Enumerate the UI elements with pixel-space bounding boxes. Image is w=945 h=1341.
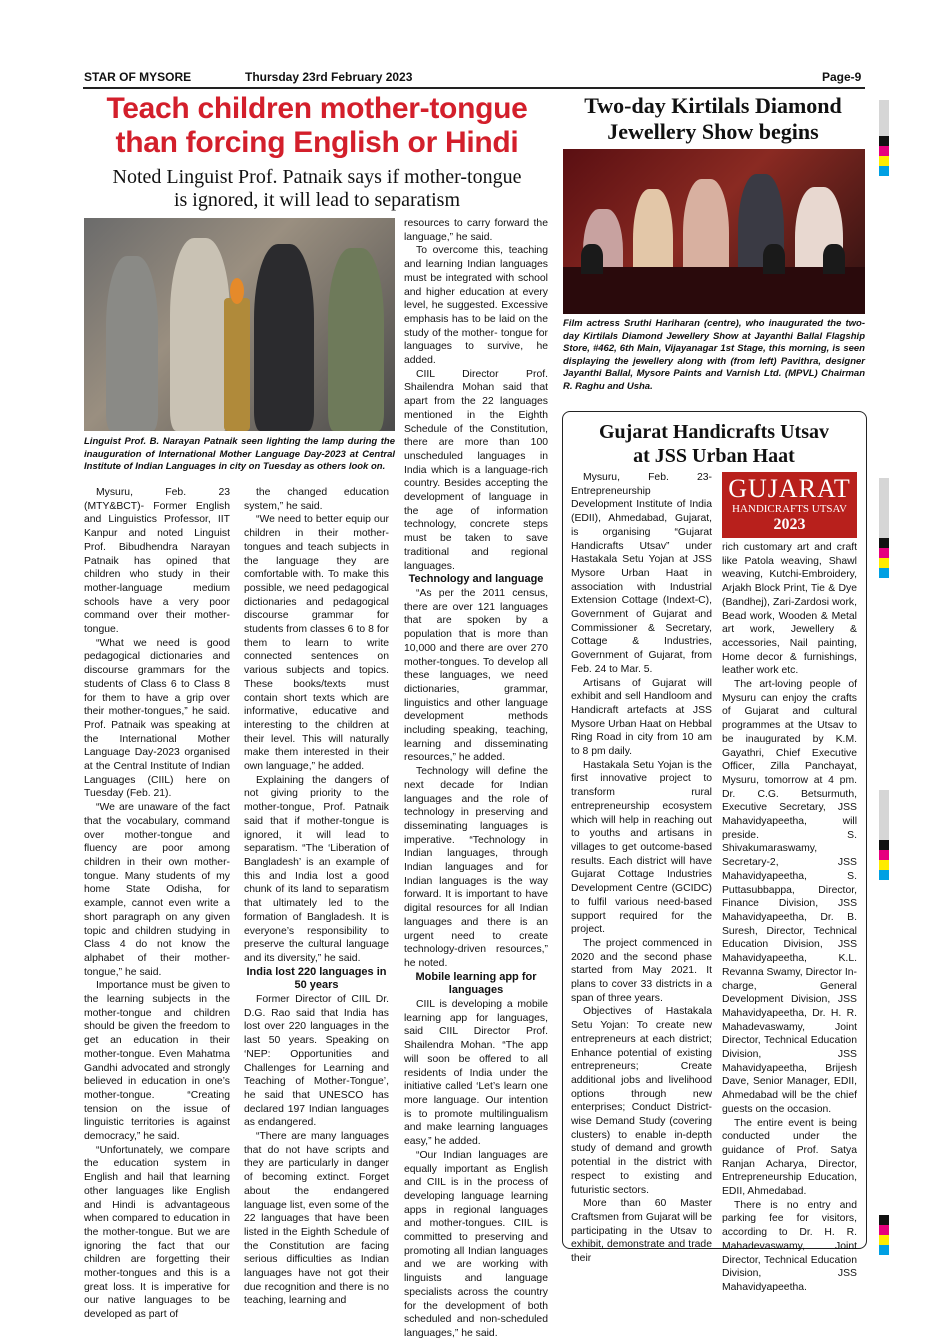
paragraph: CIIL is developing a mobile learning app for languages, said CIIL Director Prof. Shailendra Mohan. “The app will soon be offered to all residents of India under the initiative called ‘Let’s learn one more language. Our intention is to promote multilingualism and make learning languages easy,” he added. <box>404 999 548 1148</box>
paragraph: CIIL Director Prof. Shailendra Mohan said that apart from the 22 languages mentioned in the Eighth Schedule of the Constitution, there are more than 100 unscheduled languages in India which is a language-rich country. Besides accepting the development of language in the age of information technology, concrete steps must be taken to save traditional and regional languages. <box>404 368 548 572</box>
paragraph: Importance must be given to the learning subjects in the mother-tongue and children should be given the freedom to get an education in their mother-tongue. Even Mahatma Gandhi advocated and strongly believed in education in one’s mother-tongue. “Creating tension on the issue of linguistic territories is against democracy,” he said. <box>84 980 230 1143</box>
article3-column-1 <box>571 471 712 1266</box>
paragraph: The art-loving people of Mysuru can enjoy the crafts of Gujarat and cultural programmes at the Utsav to be inaugurated by K.M. Gayathri, Chief Executive Officer, Zilla Panchayat, Mysuru, tomorrow at 4 pm. Dr. C.G. Betsurmuth, Executive Secretary, JSS Mahavidyapeetha, will preside. S. Shivakumaraswamy, Secretary-2, JSS Mahavidyapeetha, S. Puttasubbappa, Director, Finance Division, JSS Mahavidyapeetha, Dr. B. Suresh, Director, Technical Education Division, JSS Mahavidyapeetha, K.L. Revanna Swamy, Director In-charge, General Development Division, JSS Mahavidyapeetha, Dr. H. R. Mahadevaswamy, Joint Director, Technical Education Division, JSS Mahavidyapeetha, Brijesh Dave, Senior Manager, EDII, Ahmedabad will be the chief guests on the occasion. <box>722 679 857 1115</box>
paragraph: “As per the 2011 census, there are over 121 languages that are spoken by a population that is more than 10,000 and there are over 270 mother-tongues. To develop all these languages, we need dictionaries, grammar, linguistics and other language development methods including speaking, teaching, learning and disseminating resources,” he added. <box>404 587 548 764</box>
color-registration-bar <box>879 790 889 880</box>
paragraph: The entire event is being conducted under the guidance of Prof. Satya Ranjan Acharya, Director, Entrepreneurship Education, EDII, Ahmedabad. <box>722 1117 857 1198</box>
paragraph: “Unfortunately, we compare the education system in English and hail that learning other languages like English and Hindi is advantageous when compared to education in the mother-tongue. But we are ignoring the fact that our children are forgetting their mother-tongues and this is a great loss. It is imperative for our native languages to be developed as part of <box>84 1144 230 1321</box>
gujarat-utsav-logo <box>722 472 857 538</box>
paragraph: “We are unaware of the fact that the vocabulary, command over mother-tongue and fluency are poor among children in their own mother-tongue. Many students of my home State Odisha, for example, cannot even write a short paragraph on any given topic and children studying in Class 4 do not know the alphabet of their mother-tongue,” he said. <box>84 802 230 978</box>
article1-column-3 <box>404 217 548 1341</box>
issue-date: Thursday 23rd February 2023 <box>245 70 413 84</box>
paragraph: There is no entry and parking fee for visitors, according to Dr. H. R. Mahadevaswamy, Joint Director, Technical Education Division, JSS Mahavidyapeetha. <box>722 1199 857 1293</box>
paragraph: More than 60 Master Craftsmen from Gujarat will be participating in the Utsav to exhibit, demonstrate and trade their <box>571 1198 712 1265</box>
section-subhead: India lost 220 languages in 50 years <box>246 965 387 992</box>
color-registration-bar <box>879 1215 889 1255</box>
section-subhead: Mobile learning app for languages <box>415 970 537 997</box>
logo-subtitle: HANDICRAFTS UTSAV <box>731 503 847 515</box>
color-registration-bar <box>879 478 889 578</box>
headline-line: Teach children mother-tongue <box>106 92 528 125</box>
article1-headline <box>84 92 550 160</box>
paragraph: Explaining the dangers of not giving priority to the mother-tongue, Prof. Patnaik said that if mother-tongue is ignored, it will lead to separatism. “The ‘Liberation of Bangladesh’ is an example of this and India lost a good chunk of its land to separatism that ultimately led to the formation of Bangladesh. It is everyone’s responsibility to preserve the cultural language and its diversity,” he said. <box>244 774 389 964</box>
logo-year: 2023 <box>773 516 806 533</box>
subhead-line: Noted Linguist Prof. Patnaik says if mother-tongue <box>112 166 522 188</box>
logo-title: GUJARAT <box>728 474 851 503</box>
paragraph: “There are many languages that do not have scripts and they are particularly in danger of becoming extinct. Forget about the endangered language list, even some of the 22 languages that have been listed in the Eighth Schedule of the Constitution are facing serious difficulties as Indian languages have not got their due recognition and there is no teaching, learning and <box>244 1131 389 1307</box>
jewellery-show-photo <box>563 149 865 314</box>
paragraph: Mysuru, Feb. 23- Entrepreneurship Development Institute of India (EDII), Ahmedabad, Gujarat, is organising “Gujarat Handicrafts Utsav” under Hastakala Setu Yojan at JSS Mysore Urban Haat in association with Industrial Extension Cottage (Indext-C), Government of Gujarat and Commissioner & Secretary, Cottage & Industries, Government of Gujarat, from Feb. 24 to Mar. 5. <box>571 472 712 675</box>
headline-line: than forcing English or Hindi <box>115 126 519 159</box>
section-subhead: Technology and language <box>408 573 544 586</box>
article1-column-2 <box>244 486 389 1308</box>
paragraph: “What we need is good pedagogical dictionaries and discourse grammars for the students of Class 6 to Class 8 for them to have a grip over their mother-tongues,” he said. Prof. Patnaik was speaking at the International Mother Language Day-2023 organised at the Central Institute of Indian Languages (CIIL) here on Tuesday (Feb. 21). <box>84 637 230 800</box>
paragraph: Hastakala Setu Yojan is the first innovative project to transform rural entrepreneurship ecosystem which will help in reaching out to youths and artisans in villages to get outcome-based results. Each district will have Gujarat Cottage Industries Development Centre (GCIDC) to fulfil various need-based support required for the project. <box>571 759 712 936</box>
article2-headline <box>558 93 868 145</box>
headline-line: Two-day Kirtilals Diamond <box>584 93 842 118</box>
paragraph: Mysuru, Feb. 23 (MTY&BCT)- Former English and Linguistics Professor, IIT Kanpur and noted Linguist Prof. Bibudhendra Narayan Patnaik has opined that children who study in their mother-language medium schools have a very poor command over their mother-tongue. <box>84 487 230 636</box>
paragraph: To overcome this, teaching and learning Indian languages must be integrated with school and higher education at every level, he suggested. Excessive emphasis has to be laid on the study of the mother- tongue for languages to survive, he added. <box>404 245 548 367</box>
paragraph: Technology will define the next decade for Indian languages and the role of technology in preserving and disseminating languages is imperative. “Technology in Indian languages, through Indian languages and for Indian languages is the way forward. It is important to have digital resources for all Indian languages and there is an urgent need to create technology-driven resources,” he noted. <box>404 766 548 969</box>
article1-subhead <box>84 166 550 212</box>
paper-name: STAR OF MYSORE <box>84 70 192 84</box>
article3-column-2 <box>722 541 857 1295</box>
paragraph: the changed education system,” he said. <box>244 487 389 512</box>
paragraph: resources to carry forward the language,” he said. <box>404 218 548 243</box>
paragraph: rich customary art and craft like Patola weaving, Shawl weaving, Kutchi-Embroidery, Arjakh Block Print, Tie & Dye (Bandhej), Zari-Zardosi work, Bead work, Wooden & Metal art work, Jewellery & accessories, Nail painting, Home decor & furnishings, leather work etc. <box>722 542 857 677</box>
lamp-lighting-photo <box>84 218 395 431</box>
paragraph: “We need to better equip our children in their mother-tongues and teach subjects in the language they are comfortable with. To make this possible, we need pedagogical dictionaries and pedagogical discourse grammar for students from classes 6 to 8 for them to learn to write connected sentences on various subjects and topics. These books/texts must contain short texts which are informative, educative and interesting to the children at their level. This will naturally make them interested in their own language,” he added. <box>244 514 389 773</box>
subhead-line: is ignored, it will lead to separatism <box>173 189 461 211</box>
paragraph: Objectives of Hastakala Setu Yojan: To create new entrepreneurs at each district; Enhance potential of existing entrepreneurs; Create additional jobs and livelihood options through new enterprises; Conduct District-wise Demand Study (covering clusters) to enable in-depth study of demand and growth potential in the district with respect to existing and futuristic sectors. <box>571 1006 712 1196</box>
color-registration-bar <box>879 100 889 176</box>
page-number: Page-9 <box>822 70 862 84</box>
lamp-photo-caption: Linguist Prof. B. Narayan Patnaik seen lighting the lamp during the inauguration of International Mother Language Day-2023 at Central Institute of Indian Languages in city on Tuesday as others look on. <box>84 436 395 473</box>
headline-line: at JSS Urban Haat <box>633 445 795 467</box>
headline-line: Gujarat Handicrafts Utsav <box>599 421 829 443</box>
paragraph: “Our Indian languages are equally important as English and CIIL is in the process of developing language learning apps in regional languages and mother-tongues. CIIL is committed to preserving and promoting all Indian languages and we are working with linguists and language specialists across the country for the development of both scheduled and non-scheduled languages,” he said. <box>404 1149 548 1339</box>
header-rule <box>83 87 865 89</box>
article3-headline <box>564 420 864 468</box>
headline-line: Jewellery Show begins <box>607 119 819 144</box>
paragraph: The project commenced in 2020 and the second phase started from May 2021. It plans to cover 33 districts in a span of three years. <box>571 937 712 1004</box>
jewellery-photo-caption: Film actress Sruthi Hariharan (centre), who inaugurated the two-day Kirtilals Diamond Jewellery Show at Jayanthi Ballal Flagship Store, #462, 6th Main, Vijayanagar 1st Stage, this morning, is seen displaying the jewellery along with (from left) Pavithra, designer Jayanthi Ballal, Mysore Paints and Varnish Ltd. (MPVL) Chairman R. Raghu and Usha. <box>563 318 865 392</box>
article1-column-1 <box>84 486 230 1322</box>
paragraph: Former Director of CIIL Dr. D.G. Rao said that India has lost over 220 languages in the last 50 years. Speaking on ‘NEP: Opportunities and Challenges for Learning and Teaching of Mother-Tongue’, he said that UNESCO has declared 197 Indian languages as endangered. <box>244 994 389 1129</box>
paragraph: Artisans of Gujarat will exhibit and sell Handloom and Handicraft artefacts at JSS Mysore Urban Haat on Hebbal Ring Road in city from 10 am to 8 pm daily. <box>571 677 712 758</box>
